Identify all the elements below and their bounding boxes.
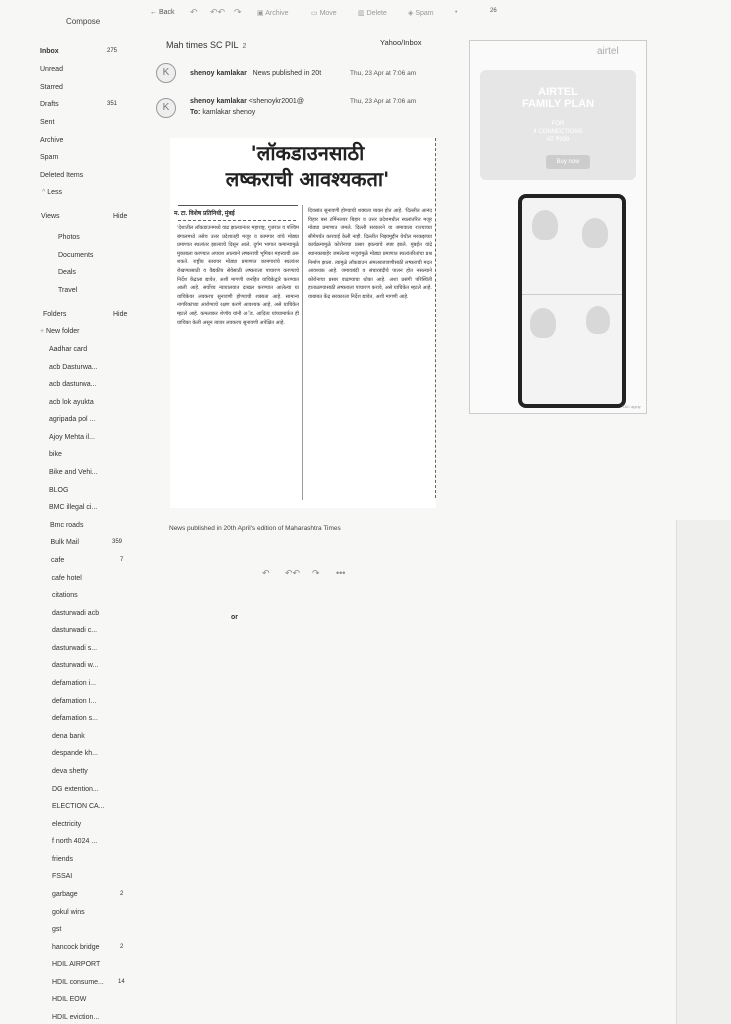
sidebar-folder-item[interactable]: friends — [52, 856, 74, 863]
sidebar-folder-item[interactable]: HDIL AIRPORT — [52, 961, 101, 968]
sidebar-folder-item[interactable]: gst — [52, 926, 62, 933]
folder-label: Yahoo/Inbox — [380, 38, 422, 47]
sidebar-folder-item[interactable]: cafe — [51, 557, 65, 564]
person-image — [530, 308, 556, 338]
avatar: K — [156, 63, 176, 83]
sidebar-folder-item[interactable]: dena bank — [52, 733, 85, 740]
ad-disclaimer: T&C apply — [622, 404, 641, 409]
sidebar-folder-item[interactable]: dasturwadi s... — [52, 645, 98, 652]
move-button[interactable]: ▭ Move — [311, 10, 337, 17]
sidebar-folder-item[interactable]: f north 4024 ... — [52, 838, 98, 845]
sidebar-folder-item[interactable]: dasturwadi acb — [52, 610, 100, 617]
unread-count-badge: 7 — [120, 557, 124, 563]
message-sender[interactable]: shenoy kamlakar <shenoykr2001@ — [190, 98, 304, 105]
message-date: Thu, 23 Apr at 7:06 am — [350, 98, 417, 105]
sidebar-view-documents[interactable]: Documents — [58, 252, 94, 259]
more-actions-icon[interactable]: ••• — [336, 568, 346, 578]
reply-all-icon[interactable]: ↶↶ — [285, 568, 301, 578]
sidebar-folder-item[interactable]: BLOG — [49, 487, 69, 494]
unread-count-badge: 14 — [118, 979, 125, 985]
sidebar-folder-item[interactable]: HDIL eviction... — [52, 1014, 100, 1021]
article-headline: 'लॉकडाउनसाठी लष्कराची आवश्यकता' — [225, 141, 390, 191]
sidebar-folder-item[interactable]: ELECTION CA... — [52, 803, 105, 810]
sidebar-item-starred[interactable]: Starred — [40, 84, 63, 91]
sidebar-view-deals[interactable]: Deals — [58, 269, 76, 276]
back-arrow-icon: ← — [150, 9, 157, 16]
sidebar-folder-item[interactable]: DG extention... — [52, 786, 99, 793]
delete-button[interactable]: ▥ Delete — [358, 10, 387, 17]
views-header[interactable]: Views — [41, 213, 60, 220]
ad-title: AIRTEL FAMILY PLAN — [521, 86, 595, 110]
message-recipient: To: kamlakar shenoy — [190, 109, 256, 116]
reply-all-icon[interactable]: ↶↶ — [210, 7, 226, 17]
sidebar-folder-item[interactable]: defamation i... — [52, 680, 96, 687]
sidebar-item-archive[interactable]: Archive — [40, 137, 64, 144]
unread-count-badge: 359 — [112, 539, 123, 545]
sidebar-folder-item[interactable]: dasturwadi c... — [52, 627, 98, 634]
avatar: K — [156, 98, 176, 118]
sidebar-item-spam[interactable]: Spam — [40, 154, 59, 161]
sidebar-item-sent[interactable]: Sent — [40, 119, 55, 126]
reply-icon[interactable]: ↶ — [190, 7, 198, 17]
sidebar-folder-item[interactable]: garbage — [52, 891, 78, 898]
sidebar-folder-item[interactable]: bike — [49, 451, 62, 458]
sidebar-folder-item[interactable]: citations — [52, 592, 78, 599]
person-image — [586, 306, 610, 334]
chevron-up-icon: ^ — [42, 189, 48, 196]
back-button[interactable]: ← Back — [150, 9, 175, 16]
folders-hide-link[interactable]: Hide — [113, 311, 128, 318]
phone-image — [518, 194, 626, 408]
sidebar-folder-item[interactable]: agripada pol ... — [49, 416, 96, 423]
thread-subject: Mah times SC PIL 2 — [166, 40, 247, 50]
sidebar-view-travel[interactable]: Travel — [58, 287, 78, 294]
unread-count-badge: 351 — [107, 101, 118, 107]
folder-icon: ▭ — [311, 10, 318, 17]
trash-icon: ▥ — [358, 10, 365, 17]
sidebar-folder-item[interactable]: acb Dasturwa... — [49, 364, 98, 371]
sidebar-folder-item[interactable]: Bmc roads — [50, 522, 84, 529]
sidebar-item-unread[interactable]: Unread — [40, 66, 63, 73]
sidebar-folder-item[interactable]: FSSAI — [52, 873, 73, 880]
spam-button[interactable]: ◈ Spam — [408, 10, 434, 17]
new-folder-button[interactable]: + New folder — [40, 328, 80, 335]
sidebar-folder-item[interactable]: Ajoy Mehta il... — [49, 434, 95, 441]
airtel-logo: airtel — [597, 46, 619, 57]
article-column-2: दिवसांत सुनावणी होण्याची शक्यता व्यक्त होत आहे. 'दिल्लीत आनंद विहार बस टर्मिनलवर बिहार व उत्तर प्रदेशमधील स्थलांतरित मजूर मोठ्या प्रमाणात जमले. दिल्ली सरकारने या जमावाला राज्याच्या सीमेपर्यंत कारवाई केली नाही. दिल्लीत निझामुद्दीन येथील मरकझच्या कार्यक्रमामुळे कोरोनाचा प्रसार झाल्याचे स्पष्ट झाले. मुंबईत वांद्रे स्थानकाबाहेर जमलेल्या मजुरांमुळे मोठ्या प्रमाणात स्थलांतरितांचा प्रश्न निर्माण झाला. त्यामुळे लॉकडाउन अंमलबजावणीसाठी लष्कराची मदत आवश्यक आहे. जमावबंदी व संचारबंदीचे पालन होत नसल्याने कोरोनाचा प्रसार वाढण्याचा धोका आहे. अशा प्रसंगी परिस्थिती हाताळण्यासाठी लष्कराला पाचारण करावे, असे याचिकेत म्हटले आहे. याबाबत केंद्र सरकारला निर्देश द्यावेत, अशी मागणी आहे. — [308, 208, 432, 300]
person-image — [532, 210, 558, 240]
article-byline: म. टा. विशेष प्रतिनिधी, मुंबई — [174, 211, 235, 217]
archive-icon: ▣ — [257, 10, 264, 17]
sidebar-item-drafts[interactable]: Drafts — [40, 101, 59, 108]
divider — [178, 205, 298, 206]
divider — [178, 220, 296, 221]
forward-icon[interactable]: ↷ — [234, 7, 242, 17]
sidebar-folder-item[interactable]: acb dasturwa... — [49, 381, 97, 388]
sidebar-folder-item[interactable]: cafe hotel — [51, 575, 82, 582]
sidebar-folder-item[interactable]: despande kh... — [52, 750, 98, 757]
sidebar-folder-item[interactable]: defamation I... — [52, 698, 97, 705]
shield-icon: ◈ — [408, 10, 414, 17]
forward-icon[interactable]: ↷ — [312, 568, 320, 578]
buy-now-button[interactable]: Buy now — [546, 155, 590, 169]
sidebar-folder-item[interactable]: acb lok ayukta — [49, 399, 94, 406]
folders-header[interactable]: Folders — [43, 311, 67, 318]
unread-count-badge: 275 — [107, 48, 118, 54]
sidebar-item-inbox[interactable]: Inbox — [40, 48, 59, 55]
archive-button[interactable]: ▣ Archive — [257, 10, 289, 17]
message-count-badge: 2 — [242, 43, 247, 50]
message-date: Thu, 23 Apr at 7:06 am — [350, 70, 417, 77]
unread-count-badge: 2 — [120, 944, 124, 950]
column-divider — [302, 205, 303, 500]
sidebar-folder-item[interactable]: gokul wins — [52, 909, 85, 916]
sidebar-folder-item[interactable]: BMC illegal ci... — [49, 504, 98, 511]
compose-button[interactable]: Compose — [66, 17, 101, 26]
sidebar-folder-item[interactable]: hancock bridge — [52, 944, 100, 951]
sidebar-item-deleted-items[interactable]: Deleted Items — [40, 172, 84, 179]
sidebar-folder-item[interactable]: defamation s... — [52, 715, 98, 722]
sidebar-folder-item[interactable]: Aadhar card — [49, 346, 88, 353]
article-column-1: 'देशातील लॉकडाउनमध्ये वाढ झाल्यानंतर महाराष्ट्र, गुजरात व पश्चिम बंगालमध्ये तसेच उत्तर प्रदेशातही मजूर व कामगार यांचे मोठ्या प्रमाणात स्थलांतर झाल्याचे दिसून आले. दुर्गम भागात कमान्यामुळे मुकाबला करण्यात अपयश आल्याने लष्कराची भूमिका महत्त्वाची ठरू शकते. राष्ट्रीय स्तरावर मोठ्या प्रमाणात कामगारांचे स्थलांतर रोखण्यासाठी व वैद्यकीय सेवेसाठी लष्कराला पाचारण करण्याचे निर्देश केंद्राला द्यावेत, अशी मागणी जनहित याचिकेद्वारे करण्यात आली आहे. सर्वोच्च न्यायालयात दाखल करण्यात आलेल्या या याचिकेवर लवकरच सुनावणी होण्याची शक्यता आहे. सामान्य नागरिकांच्या आरोग्याचे रक्षण करणे आवश्यक आहे, असे याचिकेत म्हटले आहे. कमलाकर शेणॉय यांनी अॅड. आदित्य यांच्यामार्फत ही याचिका केली असून त्यावर लवकरच सुनावणी अपेक्षित आहे. — [177, 225, 299, 326]
sidebar-view-photos[interactable]: Photos — [58, 234, 80, 241]
unread-count-badge: 2 — [120, 891, 124, 897]
sidebar-folder-item[interactable]: HDIL EOW — [52, 996, 87, 1003]
plus-icon: + — [40, 328, 47, 335]
message-header-collapsed[interactable]: shenoy kamlakar News published in 20t — [190, 70, 322, 77]
ad-subtitle: FOR 4 CONNECTIONS AT ₹999 — [533, 121, 583, 143]
sidebar-item-less[interactable]: ^ Less — [42, 189, 63, 196]
email-body-caption: News published in 20th April's edition of Maharashtra Times — [169, 525, 341, 532]
or-text: or — [231, 614, 238, 621]
sidebar-folder-item[interactable]: Bulk Mail — [50, 539, 79, 546]
clipping-border — [435, 138, 437, 498]
sidebar-folder-item[interactable]: electricity — [52, 821, 82, 828]
page-edge — [676, 520, 731, 1024]
reply-icon[interactable]: ↶ — [262, 568, 270, 578]
person-image — [582, 218, 608, 248]
views-hide-link[interactable]: Hide — [113, 213, 128, 220]
more-icon[interactable]: • — [455, 9, 458, 16]
sidebar-folder-item[interactable]: deva shetty — [52, 768, 88, 775]
page-number: 26 — [490, 8, 497, 14]
sidebar-folder-item[interactable]: dasturwadi w... — [52, 662, 99, 669]
sidebar-folder-item[interactable]: HDIL consume... — [52, 979, 104, 986]
sidebar-folder-item[interactable]: Bike and Vehi... — [49, 469, 98, 476]
